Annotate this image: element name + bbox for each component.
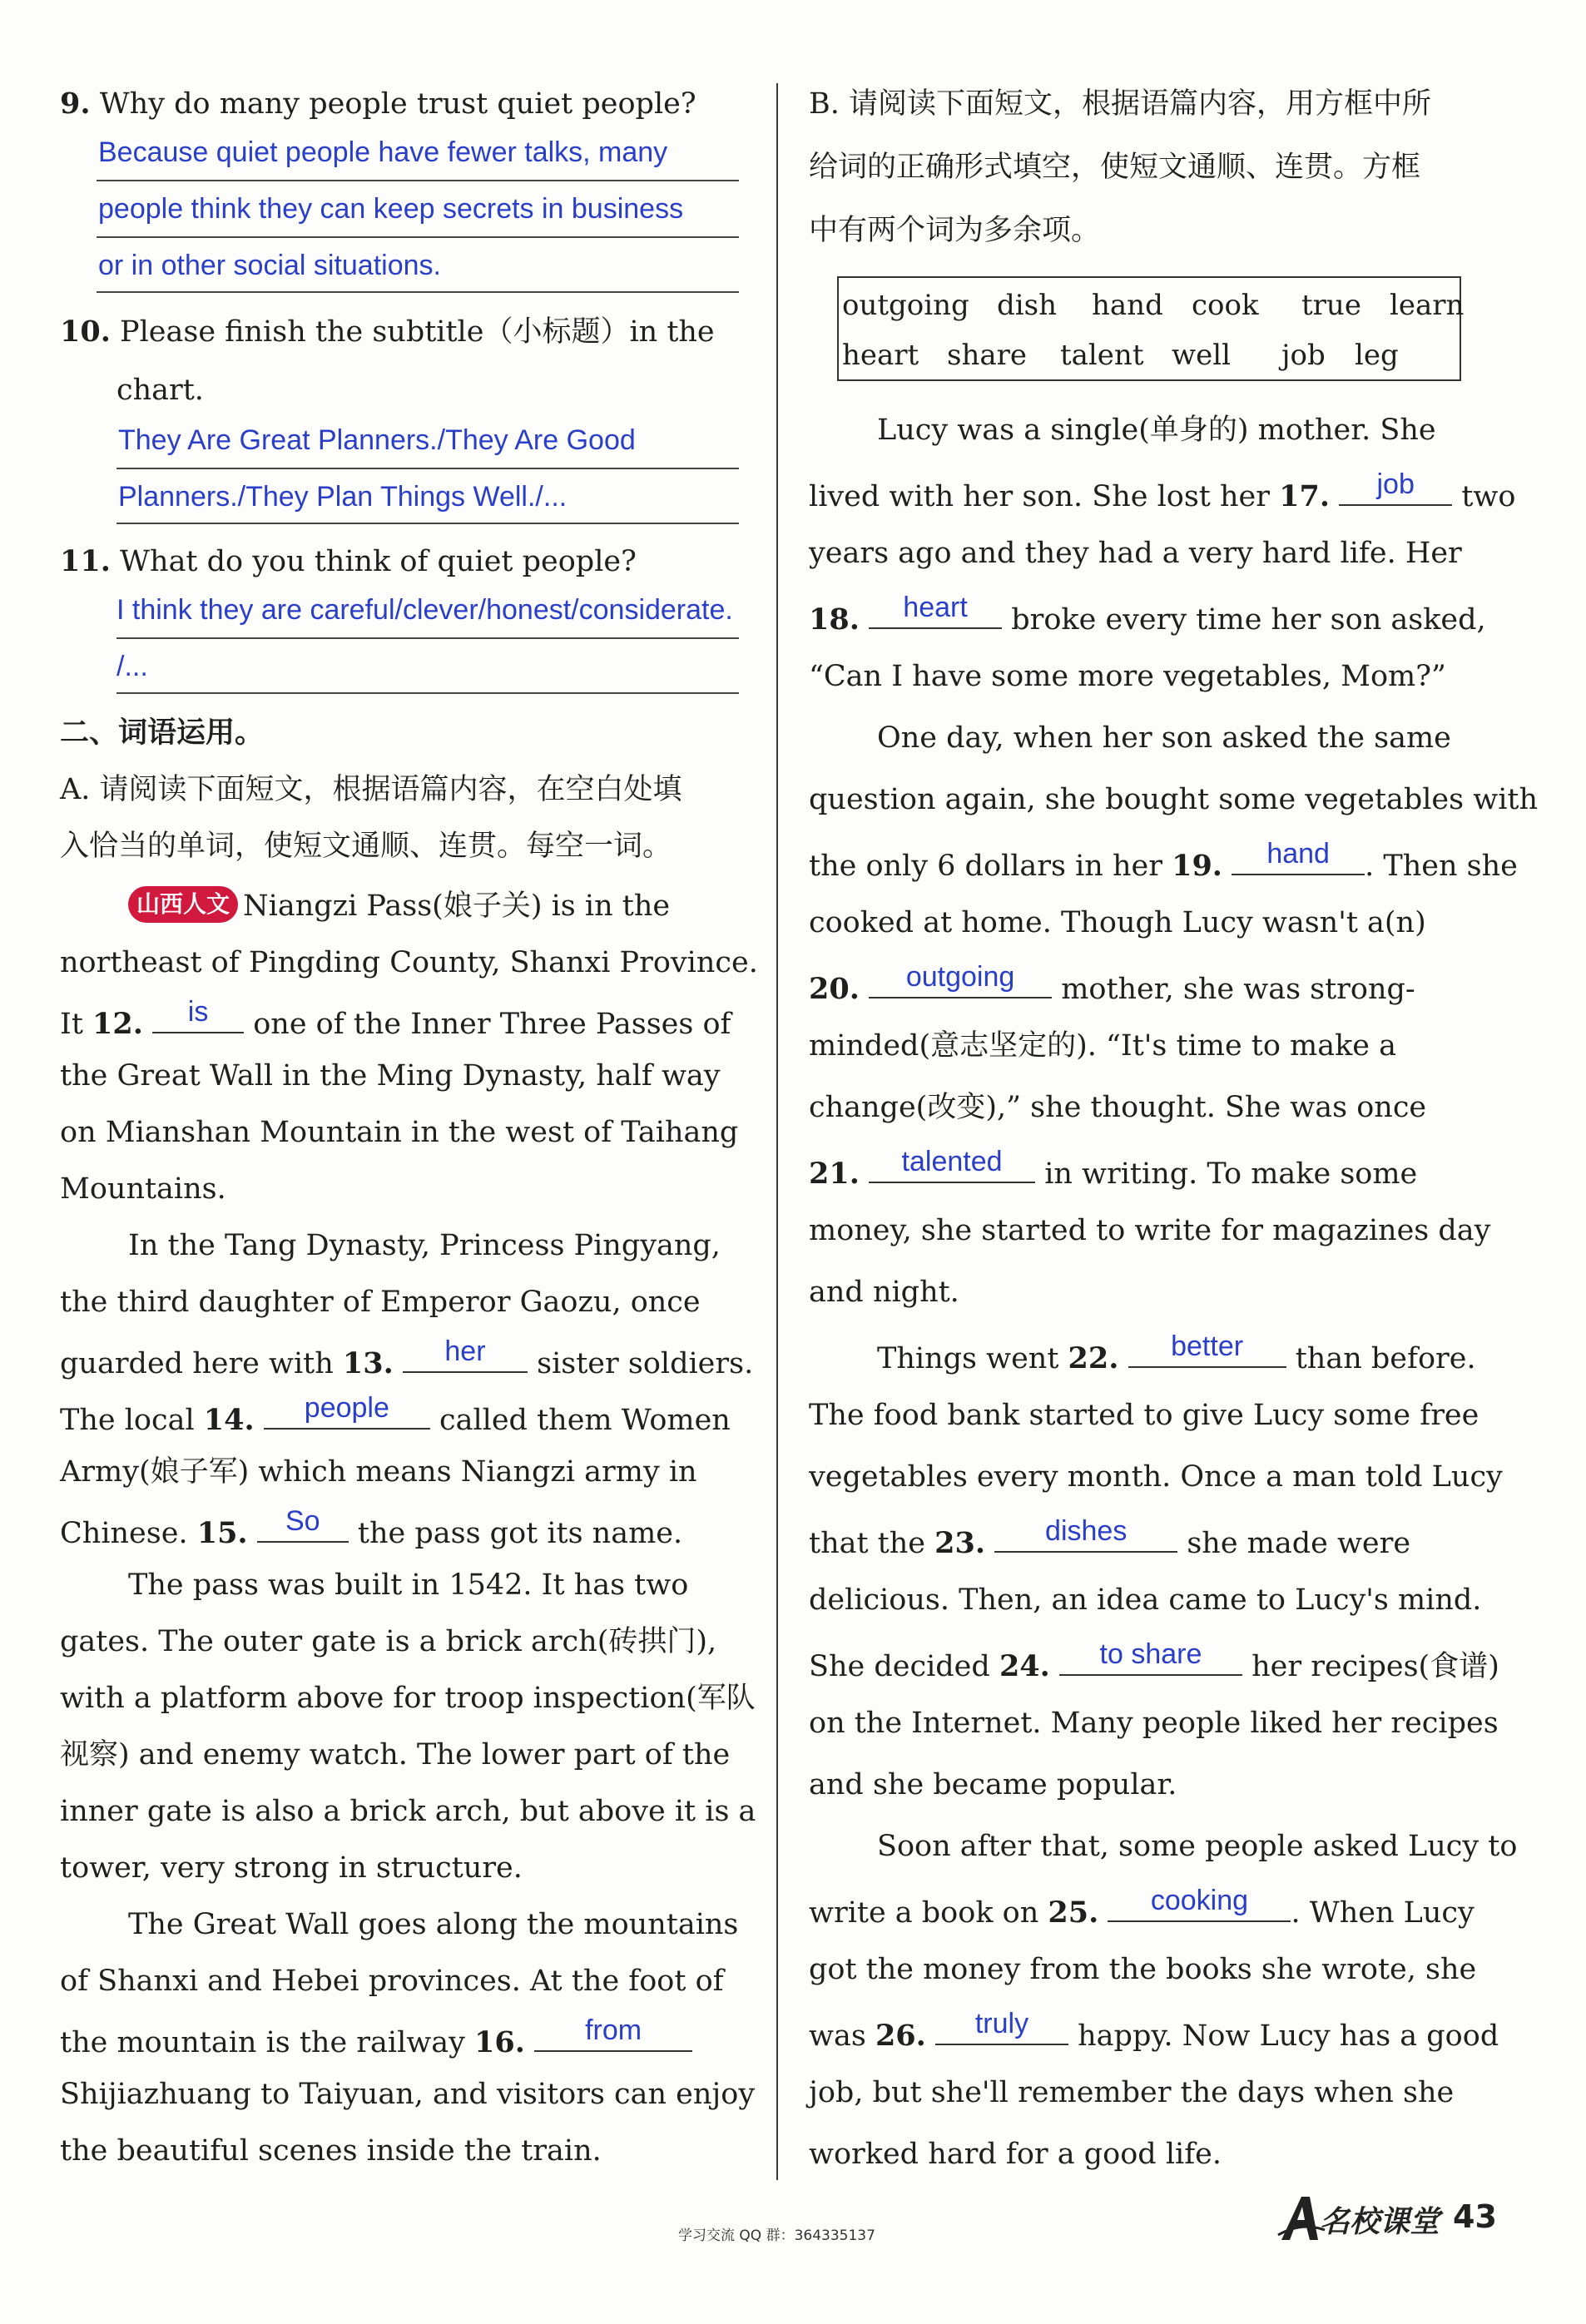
question-text: Why do many people trust quiet people?: [99, 87, 696, 121]
passage-line: years ago and they had a very hard life. Her: [809, 537, 1462, 570]
passage-line: the beautiful scenes inside the train.: [60, 2134, 602, 2168]
passage-line: “Can I have some more vegetables, Mom?”: [809, 660, 1446, 693]
passage-line: [60, 1392, 731, 1437]
question-text-cont: chart.: [116, 374, 204, 407]
passage-line: Shijiazhuang to Taiyuan, and visitors can enjoy: [60, 2078, 756, 2111]
passage-line: [809, 1638, 1499, 1683]
question-11: [60, 541, 637, 582]
passage-line: of Shanxi and Hebei provinces. At the foot of: [60, 1965, 724, 1998]
passage-line: [809, 594, 1486, 636]
passage-line: [809, 840, 1518, 882]
passage-text: write a book on: [809, 1896, 1039, 1930]
answer-rule: [116, 637, 739, 639]
passage-line: inner gate is also a brick arch, but above it is a: [60, 1795, 756, 1828]
passage-line: gates. The outer gate is a brick arch(砖拱门),: [60, 1625, 717, 1658]
instruction-line: 入恰当的单词，使短文通顺、连贯。每空一词。: [60, 830, 672, 863]
passage-line: [128, 885, 670, 927]
passage-line: [809, 1515, 1411, 1560]
word-option: share: [947, 339, 1027, 372]
passage-text: It: [60, 1008, 83, 1041]
passage-text: was: [809, 2019, 866, 2053]
passage-text: than before.: [1295, 1342, 1476, 1375]
passage-line: Soon after that, some people asked Lucy to: [877, 1830, 1518, 1863]
blank-answer: outgoing: [905, 961, 1015, 993]
word-option: outgoing: [842, 289, 969, 322]
passage-text: two: [1461, 480, 1516, 513]
answer-line: Because quiet people have fewer talks, many: [98, 136, 668, 168]
blank-answer: heart: [903, 592, 968, 623]
answer-line: people think they can keep secrets in business: [98, 193, 684, 225]
passage-line: [809, 961, 1415, 1006]
passage-line: 视察) and enemy watch. The lower part of the: [60, 1738, 731, 1771]
passage-line: [60, 2014, 692, 2059]
passage-text: She decided: [809, 1650, 990, 1683]
question-9: [60, 83, 696, 125]
passage-text: broke every time her son asked,: [1011, 603, 1486, 637]
passage-text: called them Women: [439, 1404, 731, 1437]
blank-number: 24.: [999, 1649, 1050, 1683]
answer-line: /...: [116, 651, 148, 682]
passage-line: One day, when her son asked the same: [877, 721, 1451, 755]
answer-line: or in other social situations.: [98, 250, 441, 281]
blank-23[interactable]: [994, 1515, 1177, 1553]
word-option: hand: [1092, 289, 1163, 322]
blank-15[interactable]: [257, 1505, 349, 1543]
passage-text: that the: [809, 1527, 925, 1560]
blank-number: 17.: [1279, 479, 1331, 513]
blank-number: 22.: [1068, 1341, 1119, 1375]
blank-22[interactable]: [1128, 1330, 1286, 1368]
passage-text: she made were: [1187, 1527, 1411, 1560]
answer-line: They Are Great Planners./They Are Good: [118, 424, 636, 456]
word-option: job: [1281, 339, 1326, 372]
passage-line: Lucy was a single(单身的) mother. She: [877, 414, 1436, 447]
blank-number: 13.: [342, 1346, 394, 1380]
blank-answer: talented: [901, 1146, 1003, 1177]
passage-text: guarded here with: [60, 1347, 334, 1380]
word-option: well: [1172, 339, 1231, 372]
passage-line: change(改变),” she thought. She was once: [809, 1091, 1427, 1124]
answer-rule: [97, 291, 739, 293]
blank-24[interactable]: [1059, 1638, 1242, 1676]
question-number: 10.: [60, 315, 111, 349]
word-option: leg: [1355, 339, 1399, 372]
passage-line: [60, 998, 731, 1040]
blank-number: 12.: [92, 1007, 143, 1041]
word-option: cook: [1192, 289, 1259, 322]
blank-number: 16.: [474, 2025, 525, 2059]
answer-line: Planners./They Plan Things Well./...: [118, 481, 567, 513]
passage-text: Chinese.: [60, 1517, 188, 1550]
instruction-line: 中有两个词为多余项。: [809, 214, 1101, 247]
passage-line: [60, 1505, 683, 1550]
answer-rule: [116, 468, 739, 469]
blank-14[interactable]: [264, 1392, 430, 1430]
answer-rule: [97, 180, 739, 181]
qq-group-note: 学习交流 QQ 群：364335137: [678, 2227, 875, 2244]
question-number: 9.: [60, 87, 91, 121]
blank-answer: people: [304, 1392, 389, 1424]
passage-line: [809, 1148, 1417, 1190]
passage-text: . Then she: [1365, 850, 1518, 883]
passage-line: and night.: [809, 1276, 959, 1309]
blank-answer: hand: [1266, 838, 1330, 870]
blank-20[interactable]: [869, 961, 1052, 998]
blank-answer: from: [585, 2014, 642, 2046]
passage-text: the only 6 dollars in her: [809, 850, 1162, 883]
blank-answer: cooking: [1150, 1885, 1249, 1916]
passage-line: the third daughter of Emperor Gaozu, once: [60, 1286, 701, 1319]
blank-answer: is: [187, 996, 209, 1028]
answer-rule: [97, 236, 739, 238]
blank-17[interactable]: [1339, 468, 1452, 506]
page-number: 43: [1453, 2198, 1497, 2235]
passage-text: . When Lucy: [1291, 1896, 1474, 1930]
passage-text: the mountain is the railway: [60, 2026, 465, 2059]
passage-line: and she became popular.: [809, 1768, 1177, 1801]
blank-number: 23.: [934, 1526, 986, 1560]
passage-line: minded(意志坚定的). “It's time to make a: [809, 1029, 1397, 1063]
passage-line: The pass was built in 1542. It has two: [128, 1568, 689, 1602]
passage-line: [809, 468, 1516, 513]
word-option: learn: [1390, 289, 1465, 322]
passage-text: Things went: [877, 1342, 1059, 1375]
word-option: heart: [842, 339, 919, 372]
word-box: [837, 276, 1465, 381]
passage-line: question again, she bought some vegetables with: [809, 783, 1538, 816]
passage-line: job, but she'll remember the days when she: [809, 2076, 1455, 2109]
blank-16[interactable]: [534, 2014, 692, 2052]
brand-a-icon: [1276, 2193, 1326, 2243]
passage-text: one of the Inner Three Passes of: [253, 1008, 731, 1041]
blank-18[interactable]: [869, 594, 1002, 629]
blank-answer: job: [1376, 468, 1415, 500]
passage-text: sister soldiers.: [537, 1347, 754, 1380]
passage-line: Mountains.: [60, 1172, 226, 1206]
word-option: true: [1301, 289, 1361, 322]
blank-13[interactable]: [403, 1335, 528, 1373]
instruction-line: A. 请阅读下面短文，根据语篇内容，在空白处填: [60, 773, 682, 806]
passage-text: Niangzi Pass(娘子关) is in the: [243, 889, 671, 923]
blank-12[interactable]: [152, 998, 244, 1033]
answer-rule: [116, 523, 739, 524]
blank-21[interactable]: [869, 1148, 1035, 1183]
answer-line: I think they are careful/clever/honest/considerate.: [116, 594, 733, 626]
passage-line: delicious. Then, an idea came to Lucy's mind.: [809, 1583, 1482, 1617]
passage-line: The Great Wall goes along the mountains: [128, 1908, 739, 1941]
passage-text: lived with her son. She lost her: [809, 480, 1270, 513]
shanxi-culture-tag: 山西人文: [128, 886, 238, 923]
blank-answer: dishes: [1045, 1515, 1128, 1547]
instruction-line: B. 请阅读下面短文，根据语篇内容，用方框中所: [809, 87, 1431, 121]
blank-number: 20.: [809, 972, 860, 1006]
passage-line: In the Tang Dynasty, Princess Pingyang,: [128, 1229, 721, 1262]
passage-line: Army(娘子军) which means Niangzi army in: [60, 1455, 697, 1489]
passage-line: with a platform above for troop inspection(军队: [60, 1682, 756, 1715]
passage-line: vegetables every month. Once a man told Lucy: [809, 1460, 1503, 1494]
section-title: 二、词语运用。: [60, 716, 265, 750]
brand-logo: [1276, 2193, 1443, 2243]
question-text: Please finish the subtitle（小标题）in the: [120, 315, 715, 349]
passage-line: on Mianshan Mountain in the west of Taihang: [60, 1116, 739, 1149]
blank-number: 19.: [1172, 849, 1222, 883]
answer-rule: [116, 692, 739, 694]
question-text: What do you think of quiet people?: [120, 545, 637, 578]
passage-line: cooked at home. Though Lucy wasn't a(n): [809, 906, 1426, 939]
blank-25[interactable]: [1108, 1887, 1291, 1922]
blank-26[interactable]: [935, 2010, 1068, 2045]
word-option: dish: [997, 289, 1057, 322]
column-divider: [776, 83, 778, 2180]
passage-text: mother, she was strong-: [1061, 973, 1415, 1006]
brand-name: 名校课堂: [1320, 2205, 1440, 2239]
blank-number: 25.: [1048, 1895, 1099, 1930]
passage-line: [60, 1335, 754, 1380]
word-option: talent: [1060, 339, 1144, 372]
passage-line: the Great Wall in the Ming Dynasty, half way: [60, 1059, 721, 1093]
blank-number: 26.: [875, 2019, 926, 2053]
passage-text: happy. Now Lucy has a good: [1078, 2019, 1499, 2053]
passage-line: got the money from the books she wrote, she: [809, 1953, 1477, 1986]
passage-text: the pass got its name.: [357, 1517, 683, 1550]
blank-number: 14.: [203, 1403, 255, 1437]
blank-answer: truly: [974, 2008, 1029, 2039]
blank-answer: better: [1171, 1330, 1244, 1362]
passage-line: northeast of Pingding County, Shanxi Province.: [60, 946, 758, 979]
passage-text: The local: [60, 1404, 195, 1437]
passage-line: worked hard for a good life.: [809, 2138, 1222, 2171]
blank-number: 21.: [809, 1157, 860, 1191]
blank-number: 15.: [196, 1516, 248, 1550]
blank-number: 18.: [809, 602, 860, 637]
passage-line: money, she started to write for magazines day: [809, 1214, 1491, 1247]
passage-line: [809, 1887, 1474, 1929]
question-number: 11.: [60, 544, 111, 578]
blank-answer: to share: [1099, 1638, 1202, 1670]
passage-text: in writing. To make some: [1044, 1157, 1418, 1191]
blank-19[interactable]: [1232, 840, 1365, 875]
passage-line: on the Internet. Many people liked her recipes: [809, 1707, 1499, 1740]
passage-line: [809, 2010, 1499, 2052]
passage-line: The food bank started to give Lucy some free: [809, 1399, 1479, 1432]
question-10: [60, 311, 715, 353]
instruction-line: 给词的正确形式填空，使短文通顺、连贯。方框: [809, 151, 1421, 184]
blank-answer: So: [285, 1505, 320, 1537]
blank-answer: her: [444, 1335, 486, 1367]
passage-text: her recipes(食谱): [1251, 1650, 1499, 1683]
passage-line: [877, 1330, 1476, 1375]
passage-line: tower, very strong in structure.: [60, 1851, 523, 1885]
